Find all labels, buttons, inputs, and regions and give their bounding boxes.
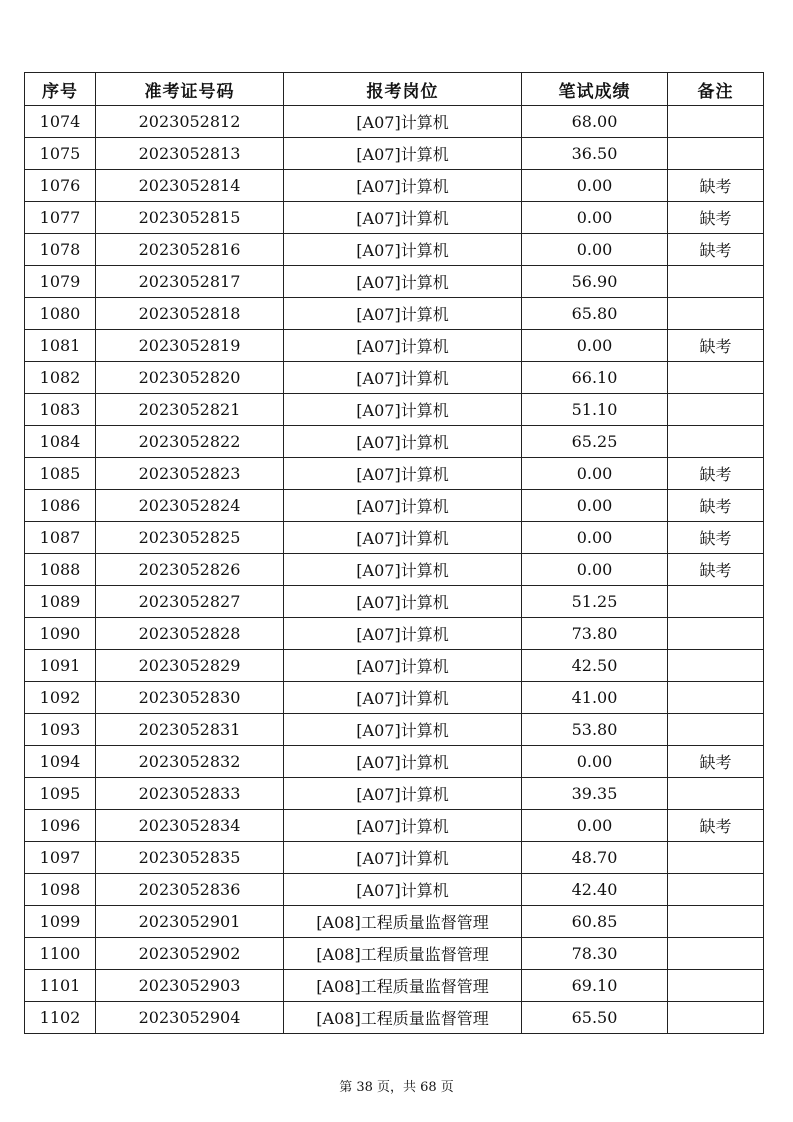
score-cell: 0.00 — [522, 458, 668, 490]
score-cell: 51.25 — [522, 586, 668, 618]
header-remarks: 备注 — [668, 73, 764, 106]
serial-number-cell: 1090 — [25, 618, 96, 650]
table-row — [25, 522, 764, 554]
serial-number-cell: 1085 — [25, 458, 96, 490]
score-cell: 0.00 — [522, 234, 668, 266]
position-cell: [A07]计算机 — [284, 650, 522, 682]
table-row — [25, 458, 764, 490]
position-cell: [A08]工程质量监督管理 — [284, 1002, 522, 1034]
admission-ticket-cell: 2023052836 — [96, 874, 284, 906]
table-row — [25, 266, 764, 298]
admission-ticket-cell: 2023052834 — [96, 810, 284, 842]
position-cell: [A08]工程质量监督管理 — [284, 906, 522, 938]
table-row — [25, 362, 764, 394]
position-cell: [A07]计算机 — [284, 522, 522, 554]
admission-ticket-cell: 2023052823 — [96, 458, 284, 490]
score-cell: 0.00 — [522, 522, 668, 554]
score-cell: 42.40 — [522, 874, 668, 906]
remarks-cell: 缺考 — [668, 522, 764, 554]
score-cell: 48.70 — [522, 842, 668, 874]
position-cell: [A07]计算机 — [284, 394, 522, 426]
remarks-cell — [668, 298, 764, 330]
serial-number-cell: 1084 — [25, 426, 96, 458]
remarks-cell — [668, 1002, 764, 1034]
remarks-cell: 缺考 — [668, 810, 764, 842]
score-cell: 42.50 — [522, 650, 668, 682]
admission-ticket-cell: 2023052813 — [96, 138, 284, 170]
score-cell: 68.00 — [522, 106, 668, 138]
serial-number-cell: 1096 — [25, 810, 96, 842]
table-row — [25, 842, 764, 874]
admission-ticket-cell: 2023052818 — [96, 298, 284, 330]
serial-number-cell: 1074 — [25, 106, 96, 138]
header-written-score: 笔试成绩 — [522, 73, 668, 106]
score-table — [24, 72, 764, 1034]
admission-ticket-cell: 2023052828 — [96, 618, 284, 650]
page-footer: 第 38 页，共 68 页 — [339, 1080, 454, 1095]
position-cell: [A07]计算机 — [284, 426, 522, 458]
table-row — [25, 650, 764, 682]
position-cell: [A07]计算机 — [284, 362, 522, 394]
remarks-cell — [668, 394, 764, 426]
admission-ticket-cell: 2023052904 — [96, 1002, 284, 1034]
admission-ticket-cell: 2023052819 — [96, 330, 284, 362]
score-cell: 65.50 — [522, 1002, 668, 1034]
serial-number-cell: 1075 — [25, 138, 96, 170]
remarks-cell: 缺考 — [668, 554, 764, 586]
position-cell: [A07]计算机 — [284, 330, 522, 362]
admission-ticket-cell: 2023052832 — [96, 746, 284, 778]
score-cell: 65.25 — [522, 426, 668, 458]
position-cell: [A07]计算机 — [284, 138, 522, 170]
admission-ticket-cell: 2023052831 — [96, 714, 284, 746]
remarks-cell: 缺考 — [668, 170, 764, 202]
remarks-cell — [668, 970, 764, 1002]
table-row — [25, 906, 764, 938]
table-row — [25, 298, 764, 330]
position-cell: [A07]计算机 — [284, 874, 522, 906]
score-cell: 60.85 — [522, 906, 668, 938]
score-cell: 0.00 — [522, 330, 668, 362]
score-cell: 0.00 — [522, 746, 668, 778]
admission-ticket-cell: 2023052833 — [96, 778, 284, 810]
remarks-cell — [668, 714, 764, 746]
position-cell: [A07]计算机 — [284, 778, 522, 810]
serial-number-cell: 1080 — [25, 298, 96, 330]
table-row — [25, 106, 764, 138]
admission-ticket-cell: 2023052816 — [96, 234, 284, 266]
position-cell: [A07]计算机 — [284, 714, 522, 746]
score-cell: 73.80 — [522, 618, 668, 650]
score-cell: 39.35 — [522, 778, 668, 810]
admission-ticket-cell: 2023052827 — [96, 586, 284, 618]
position-cell: [A07]计算机 — [284, 842, 522, 874]
serial-number-cell: 1101 — [25, 970, 96, 1002]
serial-number-cell: 1098 — [25, 874, 96, 906]
table-row — [25, 618, 764, 650]
remarks-cell — [668, 618, 764, 650]
remarks-cell — [668, 106, 764, 138]
position-cell: [A07]计算机 — [284, 298, 522, 330]
position-cell: [A07]计算机 — [284, 234, 522, 266]
admission-ticket-cell: 2023052821 — [96, 394, 284, 426]
admission-ticket-cell: 2023052903 — [96, 970, 284, 1002]
table-row — [25, 682, 764, 714]
serial-number-cell: 1097 — [25, 842, 96, 874]
table-row — [25, 714, 764, 746]
admission-ticket-cell: 2023052812 — [96, 106, 284, 138]
table-row — [25, 234, 764, 266]
score-cell: 36.50 — [522, 138, 668, 170]
remarks-cell — [668, 586, 764, 618]
score-cell: 66.10 — [522, 362, 668, 394]
table-row — [25, 554, 764, 586]
score-cell: 53.80 — [522, 714, 668, 746]
position-cell: [A07]计算机 — [284, 618, 522, 650]
position-cell: [A07]计算机 — [284, 746, 522, 778]
serial-number-cell: 1078 — [25, 234, 96, 266]
table-row — [25, 138, 764, 170]
score-cell: 0.00 — [522, 202, 668, 234]
remarks-cell: 缺考 — [668, 458, 764, 490]
admission-ticket-cell: 2023052829 — [96, 650, 284, 682]
score-cell: 56.90 — [522, 266, 668, 298]
admission-ticket-cell: 2023052826 — [96, 554, 284, 586]
position-cell: [A07]计算机 — [284, 682, 522, 714]
serial-number-cell: 1077 — [25, 202, 96, 234]
remarks-cell — [668, 426, 764, 458]
serial-number-cell: 1083 — [25, 394, 96, 426]
remarks-cell: 缺考 — [668, 490, 764, 522]
table-row — [25, 938, 764, 970]
table-row — [25, 810, 764, 842]
remarks-cell: 缺考 — [668, 234, 764, 266]
serial-number-cell: 1086 — [25, 490, 96, 522]
score-cell: 69.10 — [522, 970, 668, 1002]
admission-ticket-cell: 2023052901 — [96, 906, 284, 938]
position-cell: [A08]工程质量监督管理 — [284, 970, 522, 1002]
score-cell: 0.00 — [522, 170, 668, 202]
remarks-cell: 缺考 — [668, 202, 764, 234]
table-row — [25, 202, 764, 234]
admission-ticket-cell: 2023052835 — [96, 842, 284, 874]
remarks-cell: 缺考 — [668, 746, 764, 778]
serial-number-cell: 1093 — [25, 714, 96, 746]
serial-number-cell: 1088 — [25, 554, 96, 586]
score-cell: 65.80 — [522, 298, 668, 330]
header-serial-number: 序号 — [25, 73, 96, 106]
table-row — [25, 874, 764, 906]
table-body — [25, 106, 764, 1034]
table-row — [25, 586, 764, 618]
admission-ticket-cell: 2023052822 — [96, 426, 284, 458]
table-row — [25, 778, 764, 810]
serial-number-cell: 1076 — [25, 170, 96, 202]
admission-ticket-cell: 2023052825 — [96, 522, 284, 554]
serial-number-cell: 1082 — [25, 362, 96, 394]
remarks-cell — [668, 842, 764, 874]
admission-ticket-cell: 2023052902 — [96, 938, 284, 970]
admission-ticket-cell: 2023052820 — [96, 362, 284, 394]
score-cell: 0.00 — [522, 810, 668, 842]
score-cell: 51.10 — [522, 394, 668, 426]
remarks-cell — [668, 266, 764, 298]
position-cell: [A07]计算机 — [284, 586, 522, 618]
remarks-cell — [668, 362, 764, 394]
position-cell: [A07]计算机 — [284, 490, 522, 522]
serial-number-cell: 1095 — [25, 778, 96, 810]
position-cell: [A07]计算机 — [284, 554, 522, 586]
table-row — [25, 490, 764, 522]
table-row — [25, 330, 764, 362]
position-cell: [A08]工程质量监督管理 — [284, 938, 522, 970]
admission-ticket-cell: 2023052815 — [96, 202, 284, 234]
position-cell: [A07]计算机 — [284, 266, 522, 298]
serial-number-cell: 1099 — [25, 906, 96, 938]
serial-number-cell: 1092 — [25, 682, 96, 714]
serial-number-cell: 1102 — [25, 1002, 96, 1034]
score-cell: 0.00 — [522, 554, 668, 586]
serial-number-cell: 1087 — [25, 522, 96, 554]
table-header-row — [25, 73, 764, 106]
remarks-cell: 缺考 — [668, 330, 764, 362]
serial-number-cell: 1094 — [25, 746, 96, 778]
position-cell: [A07]计算机 — [284, 106, 522, 138]
remarks-cell — [668, 906, 764, 938]
table-row — [25, 426, 764, 458]
admission-ticket-cell: 2023052817 — [96, 266, 284, 298]
position-cell: [A07]计算机 — [284, 810, 522, 842]
serial-number-cell: 1100 — [25, 938, 96, 970]
table-row — [25, 170, 764, 202]
score-cell: 78.30 — [522, 938, 668, 970]
serial-number-cell: 1089 — [25, 586, 96, 618]
score-cell: 41.00 — [522, 682, 668, 714]
remarks-cell — [668, 778, 764, 810]
remarks-cell — [668, 650, 764, 682]
score-cell: 0.00 — [522, 490, 668, 522]
table-row — [25, 394, 764, 426]
admission-ticket-cell: 2023052814 — [96, 170, 284, 202]
remarks-cell — [668, 138, 764, 170]
remarks-cell — [668, 938, 764, 970]
serial-number-cell: 1079 — [25, 266, 96, 298]
admission-ticket-cell: 2023052830 — [96, 682, 284, 714]
admission-ticket-cell: 2023052824 — [96, 490, 284, 522]
header-admission-ticket-number: 准考证号码 — [96, 73, 284, 106]
header-applied-position: 报考岗位 — [284, 73, 522, 106]
remarks-cell — [668, 682, 764, 714]
serial-number-cell: 1091 — [25, 650, 96, 682]
table-row — [25, 1002, 764, 1034]
remarks-cell — [668, 874, 764, 906]
position-cell: [A07]计算机 — [284, 170, 522, 202]
serial-number-cell: 1081 — [25, 330, 96, 362]
table-row — [25, 970, 764, 1002]
position-cell: [A07]计算机 — [284, 458, 522, 490]
table-row — [25, 746, 764, 778]
position-cell: [A07]计算机 — [284, 202, 522, 234]
